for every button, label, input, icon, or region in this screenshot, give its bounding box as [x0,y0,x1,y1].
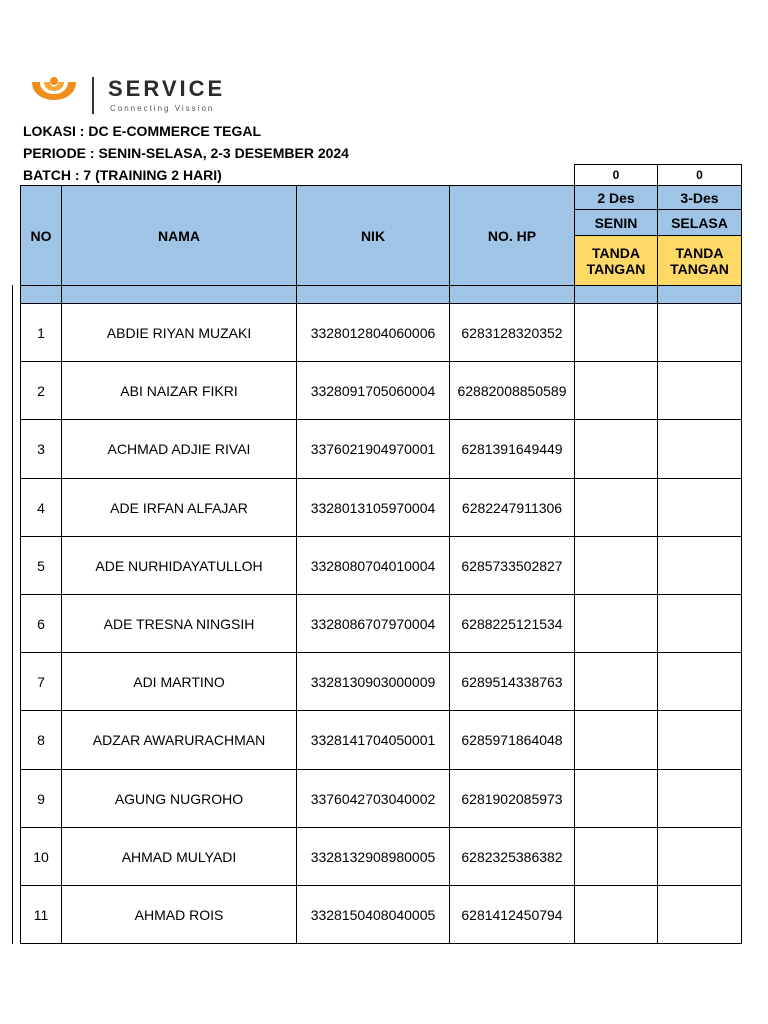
row-nik: 3376021904970001 [296,419,450,479]
day1-name: SENIN [574,209,658,236]
row-day2-signature [657,536,742,595]
row-no: 9 [20,769,62,828]
row-no-hp: 6282247911306 [449,478,575,537]
row-no: 5 [20,536,62,595]
row-nama: ABI NAIZAR FIKRI [61,361,297,420]
day2-signature-header: TANDA TANGAN [657,235,742,286]
row-nik: 3328086707970004 [296,594,450,653]
row-day1-signature [574,478,658,537]
row-no-hp: 6281902085973 [449,769,575,828]
row-no-hp: 6281391649449 [449,419,575,479]
day1-date: 2 Des [574,185,658,210]
lokasi-line: LOKASI : DC E-COMMERCE TEGAL [23,123,261,139]
row-nik: 3328091705060004 [296,361,450,420]
row-nama: AHMAD ROIS [61,885,297,944]
row-nik: 3328132908980005 [296,827,450,886]
row-day2-signature [657,303,742,362]
logo-wordmark: SERVICE [108,76,226,101]
row-nama: AGUNG NUGROHO [61,769,297,828]
row-no: 3 [20,419,62,479]
row-no: 10 [20,827,62,886]
row-no-hp: 62882008850589 [449,361,575,420]
row-nama: ADZAR AWARURACHMAN [61,710,297,770]
row-day2-signature [657,478,742,537]
row-day2-signature [657,710,742,770]
row-no: 2 [20,361,62,420]
row-no-hp: 6289514338763 [449,652,575,711]
row-nama: ADE NURHIDAYATULLOH [61,536,297,595]
row-nama: ACHMAD ADJIE RIVAI [61,419,297,479]
logo-divider [92,77,94,114]
row-day2-signature [657,652,742,711]
row-day2-signature [657,885,742,944]
row-day1-signature [574,827,658,886]
service-logo-icon [28,76,80,116]
row-no-hp: 6285971864048 [449,710,575,770]
spacer-cell [20,285,62,304]
row-day1-signature [574,419,658,479]
spacer-cell [296,285,450,304]
row-no: 7 [20,652,62,711]
row-day1-signature [574,885,658,944]
row-day1-signature [574,536,658,595]
row-no: 11 [20,885,62,944]
day2-name: SELASA [657,209,742,236]
row-no-hp: 6285733502827 [449,536,575,595]
row-day1-signature [574,594,658,653]
row-day2-signature [657,361,742,420]
header-nik: NIK [296,185,450,286]
row-no: 8 [20,710,62,770]
row-day1-signature [574,769,658,828]
row-day2-signature [657,827,742,886]
left-border-line [12,285,13,944]
row-nik: 3328150408040005 [296,885,450,944]
row-day2-signature [657,419,742,479]
day1-signature-header: TANDA TANGAN [574,235,658,286]
row-nik: 3328080704010004 [296,536,450,595]
row-nik: 3328013105970004 [296,478,450,537]
row-nik: 3328130903000009 [296,652,450,711]
row-nik: 3328012804060006 [296,303,450,362]
batch-line: BATCH : 7 (TRAINING 2 HARI) [23,167,222,183]
row-nama: ADI MARTINO [61,652,297,711]
row-no: 1 [20,303,62,362]
row-no-hp: 6281412450794 [449,885,575,944]
row-no-hp: 6283128320352 [449,303,575,362]
periode-line: PERIODE : SENIN-SELASA, 2-3 DESEMBER 2024 [23,145,349,161]
row-nama: ABDIE RIYAN MUZAKI [61,303,297,362]
spacer-cell [61,285,297,304]
row-day1-signature [574,303,658,362]
day2-date: 3-Des [657,185,742,210]
row-day1-signature [574,710,658,770]
spacer-cell [657,285,742,304]
row-nama: ADE TRESNA NINGSIH [61,594,297,653]
row-no: 6 [20,594,62,653]
row-no: 4 [20,478,62,537]
row-nik: 3328141704050001 [296,710,450,770]
header-no-hp: NO. HP [449,185,575,286]
row-nama: AHMAD MULYADI [61,827,297,886]
day2-count: 0 [657,164,742,186]
row-nama: ADE IRFAN ALFAJAR [61,478,297,537]
row-nik: 3376042703040002 [296,769,450,828]
header-nama: NAMA [61,185,297,286]
day1-count: 0 [574,164,658,186]
logo-tagline: Connecting Vission [110,104,215,113]
header-no: NO [20,185,62,286]
spacer-cell [574,285,658,304]
company-logo [28,74,238,118]
row-no-hp: 6288225121534 [449,594,575,653]
row-day1-signature [574,361,658,420]
row-day1-signature [574,652,658,711]
row-no-hp: 6282325386382 [449,827,575,886]
row-day2-signature [657,594,742,653]
row-day2-signature [657,769,742,828]
spacer-cell [449,285,575,304]
